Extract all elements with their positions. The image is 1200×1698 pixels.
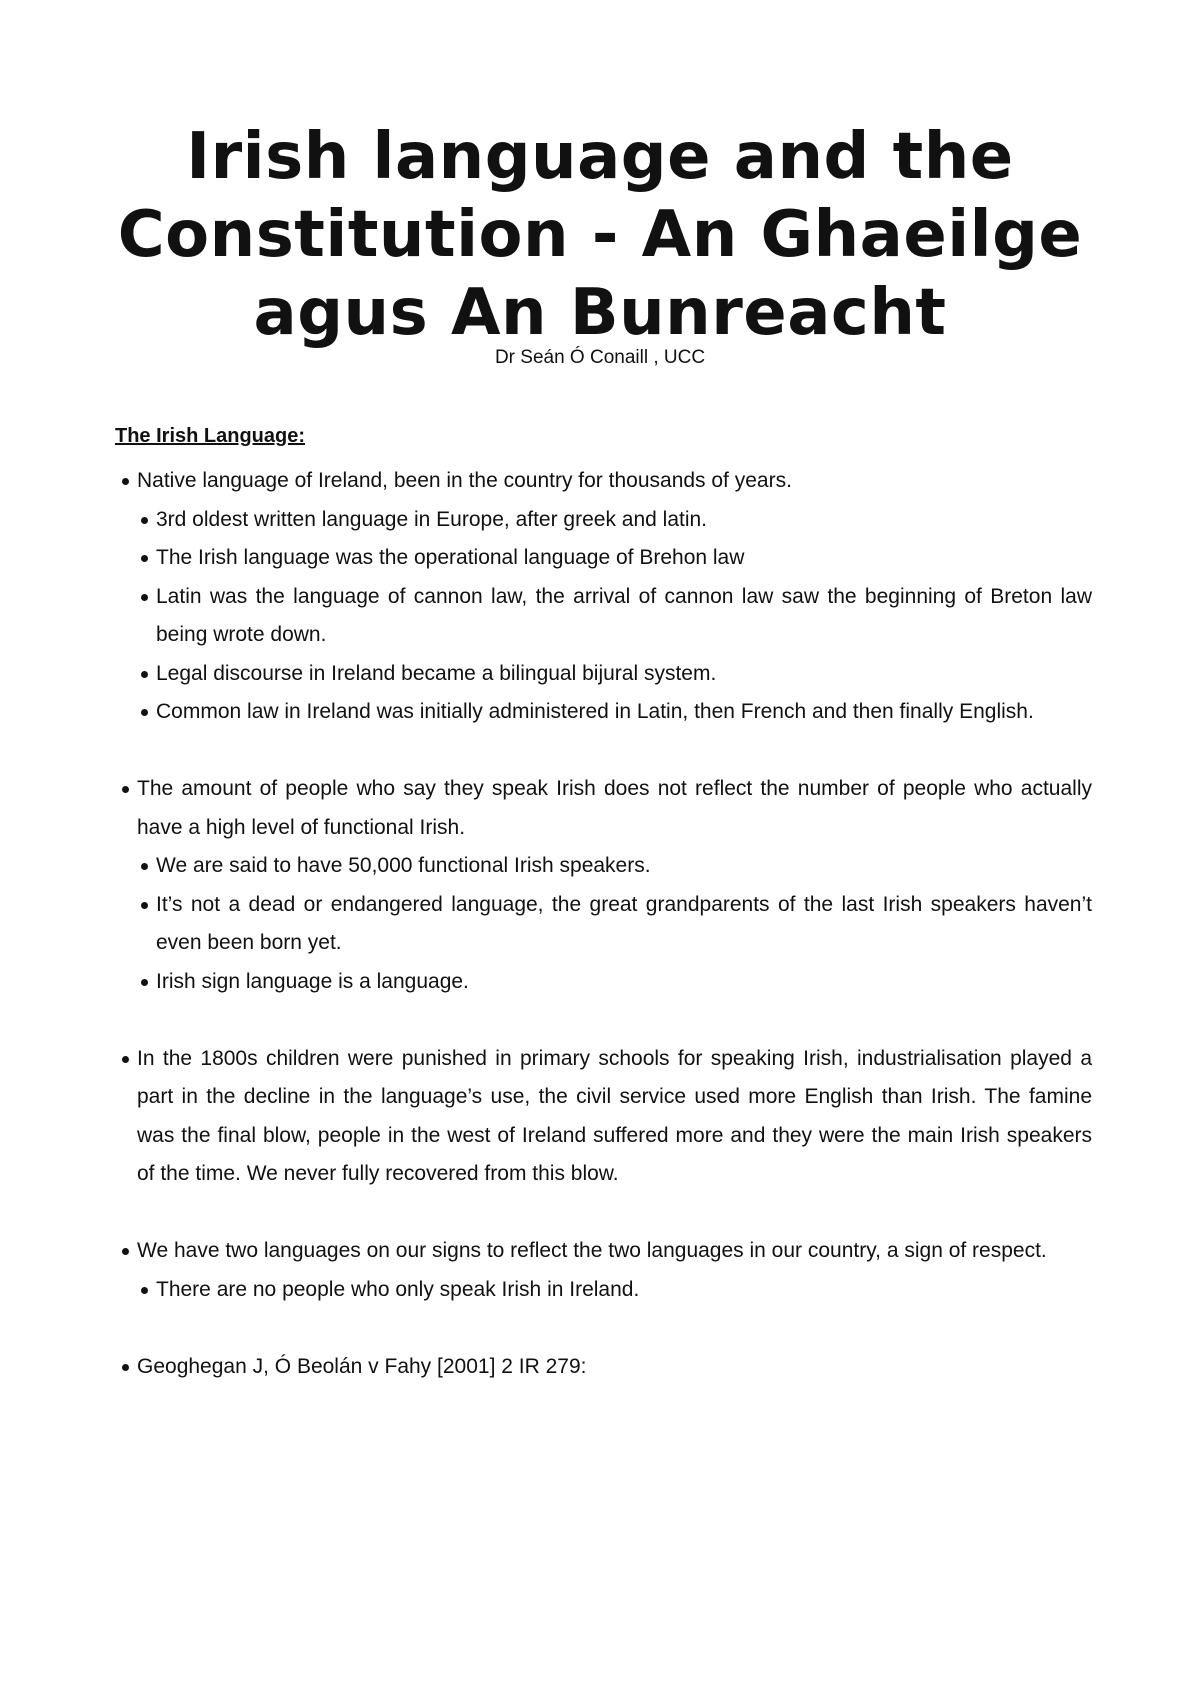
bullet-icon xyxy=(122,786,129,793)
title-line: Constitution - An Ghaeilge xyxy=(117,198,1083,272)
bullet-icon xyxy=(141,671,148,678)
bullet-icon xyxy=(141,863,148,870)
sub-bullet-item xyxy=(156,1271,1092,1310)
bullet-text: The amount of people who say they speak Irish does not reflect the number of people who actually have a high level of functional Irish. xyxy=(137,777,1092,839)
author-line: Dr Seán Ó Conaill , UCC xyxy=(494,347,706,368)
paragraph-spacer xyxy=(0,732,1200,771)
bullet-icon xyxy=(141,709,148,716)
bullet-text: 3rd oldest written language in Europe, after greek and latin. xyxy=(156,507,708,531)
bullet-icon xyxy=(141,555,148,562)
sub-bullet-item xyxy=(156,578,1092,655)
bullet-text: There are no people who only speak Irish in Ireland. xyxy=(156,1277,640,1301)
bullet-icon xyxy=(141,594,148,601)
title-line: agus An Bunreacht xyxy=(253,276,947,350)
bullet-item xyxy=(137,770,1092,847)
sub-bullet-item xyxy=(156,886,1092,963)
bullet-text: Native language of Ireland, been in the country for thousands of years. xyxy=(137,469,792,492)
bullet-icon xyxy=(122,478,129,485)
paragraph-spacer xyxy=(0,1309,1200,1348)
bullet-icon xyxy=(122,1056,129,1063)
sub-bullet-item xyxy=(156,539,1092,578)
bullet-text: It’s not a dead or endangered language, the great grandparents of the last Irish speakers haven’t even been born yet. xyxy=(156,892,1092,954)
bullet-item xyxy=(137,462,1092,501)
sub-bullet-item xyxy=(156,655,1092,694)
sub-bullet-item xyxy=(156,501,1092,540)
document-title xyxy=(0,118,1200,352)
bullet-text: We have two languages on our signs to reflect the two languages in our country, a sign of respect. xyxy=(137,1239,1047,1262)
bullet-text: Irish sign language is a language. xyxy=(156,969,469,993)
bullet-icon xyxy=(122,1248,129,1255)
bullet-text: Latin was the language of cannon law, the arrival of cannon law saw the beginning of Breton law being wrote down. xyxy=(156,584,1092,646)
section-heading: The Irish Language: xyxy=(115,425,306,447)
bullet-icon xyxy=(141,979,148,986)
title-line: Irish language and the xyxy=(186,120,1014,194)
bullet-text: Common law in Ireland was initially administered in Latin, then French and then finally English. xyxy=(156,700,1034,723)
bullet-text: In the 1800s children were punished in primary schools for speaking Irish, industrialisation played a part in the decline in the language’s use, the civil service used more English than Irish. The famine was the final blow, people in the west of Ireland suffered more and they were the main Irish speakers of the time. We never fully recovered from this blow. xyxy=(137,1046,1092,1185)
bullet-text: The Irish language was the operational language of Brehon law xyxy=(156,546,745,569)
bullet-icon xyxy=(122,1364,129,1371)
bullet-item xyxy=(137,1232,1092,1271)
bullet-text: Geoghegan J, Ó Beolán v Fahy [2001] 2 IR 279: xyxy=(137,1354,587,1378)
bullet-text: Legal discourse in Ireland became a bilingual bijural system. xyxy=(156,661,717,685)
paragraph-spacer xyxy=(0,1194,1200,1233)
bullet-item xyxy=(137,1348,1092,1387)
bullet-item xyxy=(137,1040,1092,1194)
bullet-icon xyxy=(141,902,148,909)
sub-bullet-item xyxy=(156,963,1092,1002)
bullet-list xyxy=(0,462,1200,1386)
paragraph-spacer xyxy=(0,1001,1200,1040)
bullet-icon xyxy=(141,1287,148,1294)
sub-bullet-item xyxy=(156,693,1092,732)
bullet-text: We are said to have 50,000 functional Irish speakers. xyxy=(156,854,651,877)
bullet-icon xyxy=(141,517,148,524)
sub-bullet-item xyxy=(156,847,1092,886)
